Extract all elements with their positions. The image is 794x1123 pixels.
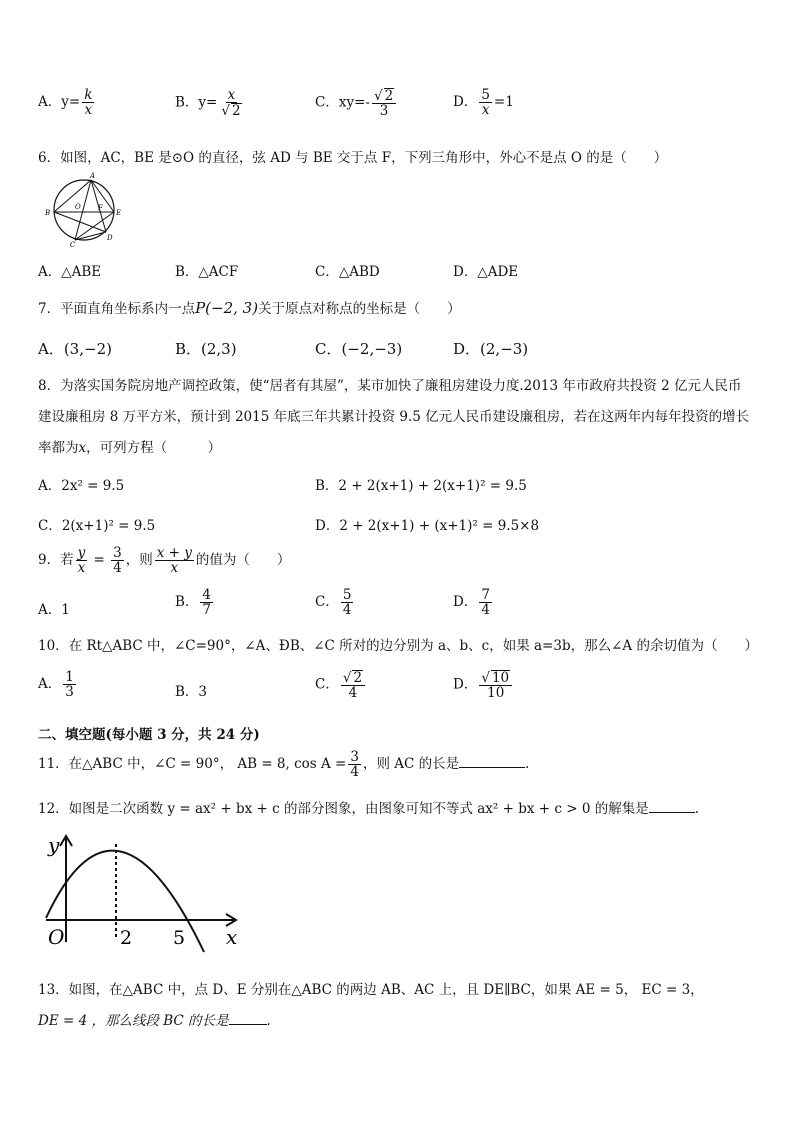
label-c: C [70, 241, 76, 248]
label-y: y [48, 833, 60, 857]
q8-option-c: C．2(x+1)² = 9.5 [38, 518, 156, 534]
q8-option-b: B．2 + 2(x+1) + 2(x+1)² = 9.5 [315, 478, 527, 494]
label-a: A [90, 172, 96, 180]
label-tick-5: 5 [173, 927, 186, 949]
q5-option-d: D． $\frac{5}{x}$ =1 [453, 87, 514, 119]
label-tick-2: 2 [120, 927, 133, 949]
q6-option-a: A．△ABE [38, 264, 102, 280]
q7-option-a: A．(3,−2) [38, 340, 112, 358]
q6-circle-figure [44, 170, 124, 248]
q6-option-d: D．△ADE [453, 264, 519, 280]
label-e: E [116, 209, 122, 217]
q6-option-c: C．△ABD [315, 264, 380, 280]
q7-option-c: C．(−2,−3) [315, 340, 403, 358]
q13-line-2: DE = 4 ，那么线段 BC 的长是 . [38, 1013, 271, 1029]
q9-option-c: C． $\frac{5}{4}$ [315, 587, 352, 619]
q9-stem: 9．若 $\frac{y}{x}$ = $\frac{3}{4}$ ，则 $\frac{x + y}{x}$ 的值为（ ） [38, 545, 291, 577]
q10-option-b: B．3 [175, 684, 208, 700]
label-d: D [107, 234, 113, 242]
q13-answer-blank[interactable] [229, 1024, 267, 1025]
q5-option-c: C．xy=- $\frac{√ 2}{3}$ [315, 88, 398, 118]
chord-bd [54, 212, 106, 232]
q12-stem: 12．如图是二次函数 y = ax² + bx + c 的部分图象，由图象可知不等式 ax² + bx + c > 0 的解集是 . [38, 801, 699, 817]
q9-option-a: A．1 [38, 602, 70, 618]
q6-stem: 6．如图，AC，BE 是⊙O 的直径，弦 AD 与 BE 交于点 F，下列三角形中，外心不是点 O 的是（ ） [38, 150, 668, 166]
q8-line-2: 建设廉租房 8 万平方米，预计到 2015 年底三年共累计投资 9.5 亿元人民币建设廉租房，若在这两年内每年投资的增长 [38, 409, 750, 425]
q12-parabola-graph [40, 832, 245, 954]
label-b: B [45, 209, 51, 217]
q13-line-1: 13．如图，在△ABC 中，点 D、E 分别在△ABC 的两边 AB、AC 上，且 DE∥BC，如果 AE = 5， EC = 3， [38, 982, 704, 998]
q8-line-1: 8．为落实国务院房地产调控政策，使“居者有其屋”，某市加快了廉租房建设力度.2013 年市政府共投资 2 亿元人民币 [38, 378, 742, 394]
q5-option-a: A．y= $\frac{k}{x}$ [38, 87, 93, 119]
q12-answer-blank[interactable] [649, 812, 695, 813]
q7-option-b: B．(2,3) [175, 340, 237, 358]
q8-line-3: 率都为x，可列方程（ ） [38, 440, 222, 456]
q8-option-d: D．2 + 2(x+1) + (x+1)² = 9.5×8 [315, 518, 540, 534]
circle-o [54, 180, 114, 240]
q7-stem: 7．平面直角坐标系内一点P(−2, 3)关于原点对称点的坐标是（ ） [38, 299, 461, 317]
q8-option-a: A．2x² = 9.5 [38, 478, 125, 494]
q9-option-b: B． $\frac{4}{7}$ [175, 587, 212, 619]
q10-option-c: C． $\frac{√ 2}{4}$ [315, 670, 367, 700]
q11-answer-blank[interactable] [459, 767, 525, 768]
label-f: F [98, 204, 103, 212]
chord-ab [54, 180, 91, 212]
label-origin: O [48, 925, 65, 949]
q7-option-d: D．(2,−3) [453, 340, 529, 358]
label-x: x [226, 925, 238, 949]
q6-option-b: B．△ACF [175, 264, 239, 280]
section-heading-fill-in: 二、填空题(每小题 3 分，共 24 分) [38, 727, 260, 743]
q11-stem: 11．在△ABC 中，∠C = 90°， AB = 8, cos A = $\frac{3}{4}$ ，则 AC 的长是 . [38, 749, 530, 781]
q5-option-b: B．y= $\frac{x}{√ 2}$ [175, 87, 241, 120]
q10-option-d: D． $\frac{√ 10}{10}$ [453, 670, 514, 700]
q10-option-a: A． $\frac{1}{3}$ [38, 669, 74, 701]
q9-option-d: D． $\frac{7}{4}$ [453, 587, 490, 619]
q10-stem: 10．在 Rt△ABC 中，∠C=90°，∠A、ÐB、∠C 所对的边分别为 a、b、c，如果 a=3b，那么∠A 的余切值为（ ） [38, 638, 758, 654]
label-o: O [75, 203, 81, 211]
